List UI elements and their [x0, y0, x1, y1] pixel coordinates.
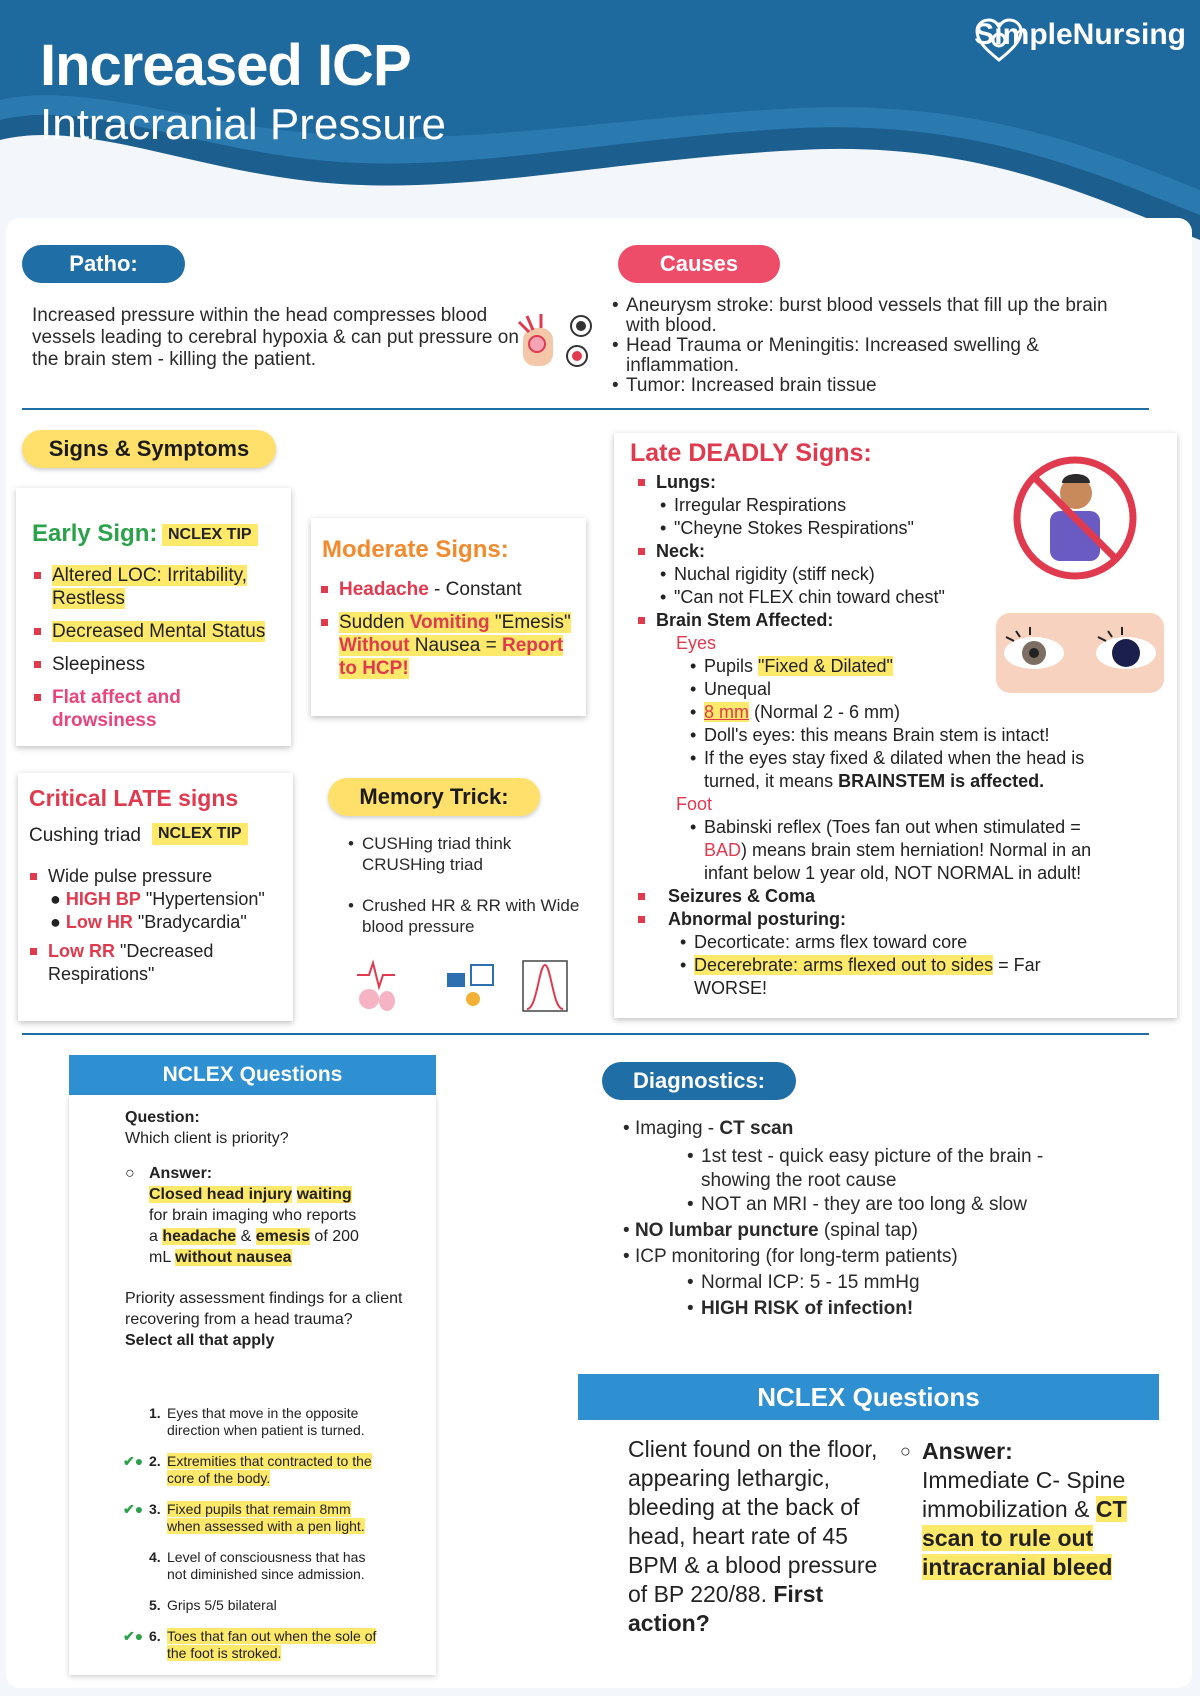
list-item: • Doll's eyes: this means Brain stem is intact! [686, 724, 1094, 747]
list-item: • Unequal [686, 678, 1094, 701]
list-item: ● Low HR "Bradycardia" [50, 912, 247, 932]
nclex-tip-badge: NCLEX TIP [162, 524, 258, 546]
list-item: Neck: [634, 540, 1094, 563]
eyes-heading: Eyes [676, 633, 717, 653]
list-item: • NOT an MRI - they are too long & slow [687, 1194, 1027, 1215]
list-item: Abnormal posturing: [634, 908, 1094, 931]
nclex-questions-card [69, 1095, 436, 1675]
list-item: 4. Level of consciousness that has not diminished since admission. [149, 1549, 366, 1582]
list-item: • 1st test - quick easy picture of the brain - showing the root cause [687, 1146, 1044, 1191]
critical-late-card [18, 773, 293, 1021]
head-pressure-icon [515, 312, 595, 374]
list-item: • Decorticate: arms flex toward core [676, 931, 1094, 954]
list-item: • Nuchal rigidity (stiff neck) [656, 563, 1094, 586]
nclex-answer [900, 1437, 1150, 1582]
list-item: • CUSHing triad think CRUSHing triad [344, 833, 584, 875]
list-item: • NO lumbar puncture (spinal tap) [623, 1220, 918, 1241]
late-deadly-title: Late DEADLY Signs: [630, 439, 872, 467]
check-icon: ✔● [123, 1501, 144, 1517]
list-item: • Normal ICP: 5 - 15 mmHg [687, 1272, 920, 1293]
brand-name: SimpleNursing [974, 18, 1186, 51]
list-item: • Imaging - CT scan [623, 1118, 794, 1139]
early-sign-card [16, 488, 291, 746]
patho-label: Patho: [22, 245, 185, 283]
answer-label: Answer: [149, 1165, 213, 1182]
memory-trick-label: Memory Trick: [328, 778, 540, 816]
answer-text: Closed head injury waiting for brain imaging who reports a headache & emesis of 200 mL without nausea [149, 1186, 359, 1266]
diagnostics-list [623, 1117, 1103, 1321]
list-item: ● HIGH BP "Hypertension" [50, 889, 265, 909]
select-all-label: Select all that apply [125, 1332, 275, 1349]
list-item: Low RR "Decreased Respirations" [26, 940, 288, 986]
list-item: 1. Eyes that move in the opposite direction when patient is turned. [149, 1405, 365, 1438]
list-item: 5. Grips 5/5 bilateral [149, 1597, 277, 1613]
nclex-questions-label: NCLEX Questions [578, 1374, 1159, 1420]
question2-text: Priority assessment findings for a client recovering from a head trauma? [125, 1290, 403, 1328]
causes-list [608, 296, 1128, 396]
list-item: • Irregular Respirations [656, 494, 1094, 517]
patho-text: Increased pressure within the head compresses blood vessels leading to cerebral hypoxia & can put pressure on the brain stem - killing the patient. [32, 305, 519, 370]
foot-heading: Foot [676, 794, 713, 814]
list-item: • HIGH RISK of infection! [687, 1298, 914, 1319]
list-item: Decreased Mental Status [30, 620, 280, 643]
memory-list [344, 833, 584, 937]
heart-stethoscope-icon [974, 18, 1024, 64]
question-text: Which client is priority? [125, 1130, 289, 1147]
check-icon: ✔● [123, 1628, 144, 1644]
header-banner [0, 0, 1200, 240]
list-item: • Aneurysm stroke: burst blood vessels that fill up the brain with blood. [608, 296, 1128, 336]
list-item: Headache - Constant [317, 578, 577, 601]
list-item: • "Cheyne Stokes Respirations" [656, 517, 1094, 540]
moderate-title: Moderate Signs: [322, 536, 509, 563]
list-item: ✔● 3. Fixed pupils that remain 8mm when assessed with a pen light. [123, 1501, 365, 1534]
page-subtitle: Intracranial Pressure [40, 100, 446, 149]
list-item: • Crushed HR & RR with Wide blood pressure [344, 895, 584, 937]
divider [22, 1033, 1149, 1035]
list-item: Altered LOC: Irritability, Restless [30, 564, 280, 610]
answer-bullet-icon: ○ [900, 1441, 911, 1461]
list-item: • ICP monitoring (for long-term patients) [623, 1246, 958, 1267]
list-item: • Pupils "Fixed & Dilated" [686, 655, 1094, 678]
critical-title: Critical LATE signs [29, 785, 239, 811]
options-list [123, 1405, 383, 1676]
cushing-triad-label: Cushing triad [29, 825, 141, 846]
diagnostics-label: Diagnostics: [602, 1062, 796, 1100]
signs-label: Signs & Symptoms [22, 430, 276, 468]
nclex-question-text-box: Client found on the floor, appearing lethargic, bleeding at the back of head, heart rate of 45 BPM & a blood pressure of BP 220/88. First action? [606, 1425, 880, 1643]
list-item: • If the eyes stay fixed & dilated when the head is turned, it means BRAINSTEM is affected. [686, 747, 1094, 793]
list-item: Seizures & Coma [634, 885, 1094, 908]
answer-bullet-icon: ○ [125, 1165, 135, 1182]
list-item: • Head Trauma or Meningitis: Increased swelling & inflammation. [608, 336, 1128, 376]
moderate-signs-card [311, 518, 586, 716]
causes-label: Causes [618, 245, 780, 283]
list-item: Sudden Vomiting "Emesis" Without Nausea = Report to HCP! [317, 611, 577, 680]
list-item: Flat affect and drowsiness [30, 686, 280, 732]
list-item: • Babinski reflex (Toes fan out when stimulated = BAD) means brain stem herniation! Normal in an infant below 1 year old, NOT NORMAL in adult! [686, 816, 1094, 885]
late-deadly-card [614, 433, 1177, 1018]
list-item: Lungs: [634, 471, 1094, 494]
list-item: • "Can not FLEX chin toward chest" [656, 586, 1094, 609]
divider [22, 408, 1149, 410]
list-item: Sleepiness [30, 653, 280, 676]
page-title: Increased ICP [40, 33, 411, 98]
answer-label: Answer: [922, 1438, 1013, 1464]
nclex-questions-label: NCLEX Questions [69, 1055, 436, 1095]
check-icon: ✔● [123, 1453, 144, 1469]
vitals-icons [355, 955, 575, 1015]
list-item: • 8 mm (Normal 2 - 6 mm) [686, 701, 1094, 724]
list-item: ✔● 6. Toes that fan out when the sole of the foot is stroked. [123, 1628, 377, 1661]
brand-logo [974, 18, 1186, 52]
list-item: • Decerebrate: arms flexed out to sides = Far WORSE! [676, 954, 1094, 1000]
list-item: Wide pulse pressure [26, 865, 288, 888]
question-label: Question: [125, 1109, 200, 1126]
list-item: Brain Stem Affected: [634, 609, 1094, 632]
list-item: • Tumor: Increased brain tissue [608, 376, 1128, 396]
nclex-tip-badge: NCLEX TIP [152, 823, 248, 845]
list-item: ✔● 2. Extremities that contracted to the core of the body. [123, 1453, 372, 1486]
early-sign-title: Early Sign: [32, 520, 158, 547]
answer-text: Immediate C- Spine immobilization & CT scan to rule out intracranial bleed [922, 1467, 1127, 1580]
